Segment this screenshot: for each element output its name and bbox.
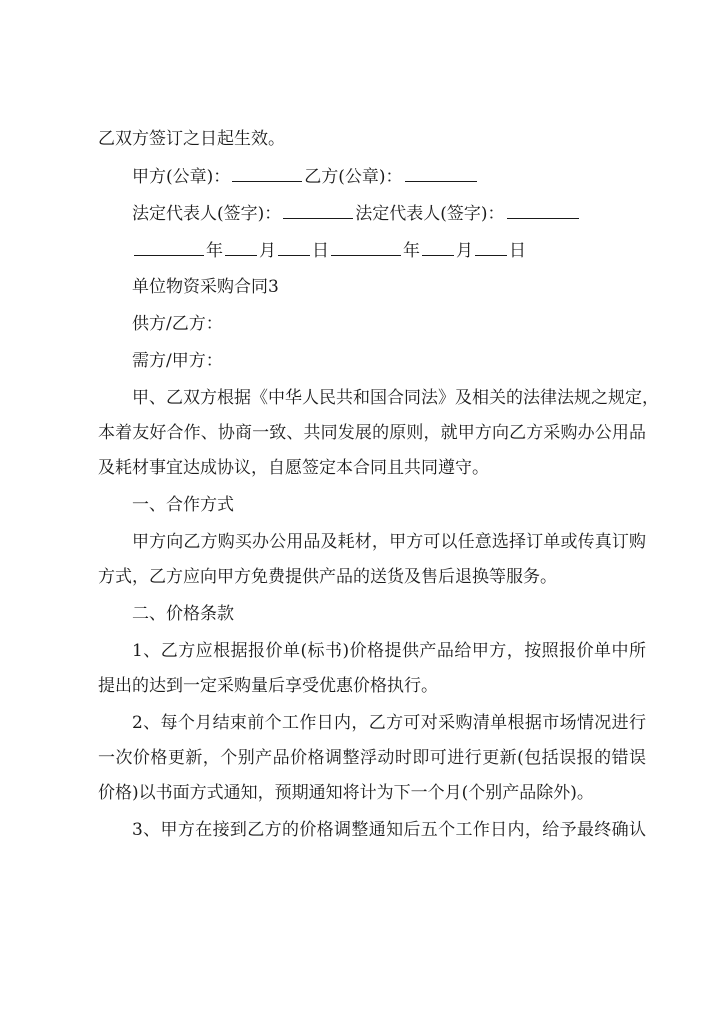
rep-a-label: 法定代表人(签字)：: [132, 204, 282, 224]
signature-blank: [232, 165, 302, 182]
date-blank: [475, 239, 507, 256]
text-line: 本着友好合作、协商一致、共同发展的原则，就甲方向乙方采购办公用品: [98, 423, 646, 443]
representative-line: [98, 202, 646, 224]
year-label: 年: [403, 241, 420, 261]
contract-title: 单位物资采购合同3: [132, 277, 279, 297]
date-blank: [225, 239, 257, 256]
text-line: 3、甲方在接到乙方的价格调整通知后五个工作日内，给予最终确认: [132, 820, 646, 840]
signature-blank: [507, 202, 579, 219]
signature-blank: [405, 165, 477, 182]
date-line: [98, 239, 646, 261]
buyer-line: 需方/甲方：: [132, 351, 223, 371]
text-line: 2、每个月结束前个工作日内，乙方可对采购清单根据市场情况进行: [132, 713, 646, 733]
text-line: 甲方向乙方购买办公用品及耗材，甲方可以任意选择订单或传真订购: [132, 532, 646, 552]
date-blank: [278, 239, 310, 256]
party-b-seal-label: 乙方(公章)：: [304, 167, 403, 187]
party-a-seal-label: 甲方(公章)：: [132, 167, 231, 187]
text-line: 价格)以书面方式通知，预期通知将计为下一个月(个别产品除外)。: [98, 783, 594, 803]
month-label: 月: [456, 241, 473, 261]
month-label: 月: [259, 241, 276, 261]
text-line: 及耗材事宜达成协议，自愿签定本合同且共同遵守。: [98, 458, 489, 478]
text-line: 1、乙方应根据报价单(标书)价格提供产品给甲方，按照报价单中所: [132, 641, 646, 661]
date-blank: [422, 239, 454, 256]
section-heading: 二、价格条款: [132, 604, 234, 624]
date-blank: [134, 239, 204, 256]
date-blank: [331, 239, 401, 256]
text-line: 一次价格更新，个别产品价格调整浮动时即可进行更新(包括误报的错误: [98, 748, 646, 768]
day-label: 日: [509, 241, 526, 261]
text-line: 提出的达到一定采购量后享受优惠价格执行。: [98, 676, 438, 696]
text-line: 甲、乙双方根据《中华人民共和国合同法》及相关的法律法规之规定，: [132, 388, 659, 408]
signature-blank: [283, 202, 353, 219]
year-label: 年: [206, 241, 223, 261]
section-heading: 一、合作方式: [132, 495, 234, 515]
day-label: 日: [312, 241, 329, 261]
text-line: 方式，乙方应向甲方免费提供产品的送货及售后退换等服务。: [98, 567, 557, 587]
text-line: 乙双方签订之日起生效。: [98, 129, 285, 149]
supplier-line: 供方/乙方：: [132, 314, 223, 334]
rep-b-label: 法定代表人(签字)：: [355, 204, 505, 224]
document-page: [98, 128, 659, 841]
seal-line: [98, 165, 646, 187]
